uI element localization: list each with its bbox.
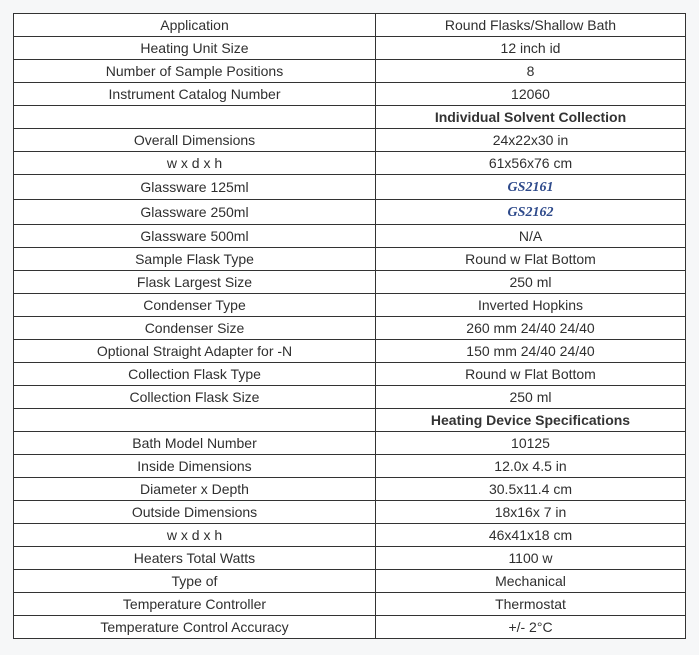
table-row [14, 524, 686, 547]
spec-table-container [13, 13, 685, 639]
row-label: Heaters Total Watts [14, 547, 376, 570]
row-label: Condenser Type [14, 294, 376, 317]
row-label: Temperature Controller [14, 593, 376, 616]
row-label: Flask Largest Size [14, 271, 376, 294]
row-value: +/- 2°C [376, 616, 686, 639]
row-label: Collection Flask Size [14, 386, 376, 409]
row-value: 10125 [376, 432, 686, 455]
section-title: Heating Device Specifications [376, 409, 686, 432]
row-value: 61x56x76 cm [376, 152, 686, 175]
table-row [14, 14, 686, 37]
row-label: w x d x h [14, 524, 376, 547]
row-label [14, 409, 376, 432]
row-label: Glassware 500ml [14, 225, 376, 248]
table-row [14, 60, 686, 83]
row-label: Application [14, 14, 376, 37]
row-label: Type of [14, 570, 376, 593]
row-value: N/A [376, 225, 686, 248]
section-title: Individual Solvent Collection [376, 106, 686, 129]
row-value: Round w Flat Bottom [376, 363, 686, 386]
row-value: 30.5x11.4 cm [376, 478, 686, 501]
section-header-row [14, 106, 686, 129]
row-label: Diameter x Depth [14, 478, 376, 501]
table-row [14, 200, 686, 225]
row-label: Heating Unit Size [14, 37, 376, 60]
glassware-link[interactable]: GS2162 [507, 205, 554, 220]
row-value: 150 mm 24/40 24/40 [376, 340, 686, 363]
spec-table [13, 13, 686, 639]
table-row [14, 294, 686, 317]
row-label: Sample Flask Type [14, 248, 376, 271]
row-label: Optional Straight Adapter for -N [14, 340, 376, 363]
row-value [376, 175, 686, 200]
glassware-link[interactable]: GS2161 [507, 180, 554, 195]
table-row [14, 432, 686, 455]
row-value: Inverted Hopkins [376, 294, 686, 317]
row-value: 260 mm 24/40 24/40 [376, 317, 686, 340]
table-row [14, 152, 686, 175]
row-value: 250 ml [376, 386, 686, 409]
table-row [14, 340, 686, 363]
table-row [14, 37, 686, 60]
row-value: 8 [376, 60, 686, 83]
row-label: Temperature Control Accuracy [14, 616, 376, 639]
table-row [14, 616, 686, 639]
row-value: 1100 w [376, 547, 686, 570]
row-label: Overall Dimensions [14, 129, 376, 152]
table-row [14, 593, 686, 616]
row-value: 18x16x 7 in [376, 501, 686, 524]
table-row [14, 129, 686, 152]
row-value: Round Flasks/Shallow Bath [376, 14, 686, 37]
table-row [14, 547, 686, 570]
row-label: Outside Dimensions [14, 501, 376, 524]
table-row [14, 501, 686, 524]
table-row [14, 478, 686, 501]
table-row [14, 570, 686, 593]
row-label: w x d x h [14, 152, 376, 175]
row-value: 46x41x18 cm [376, 524, 686, 547]
row-value: 24x22x30 in [376, 129, 686, 152]
table-row [14, 363, 686, 386]
row-value: Mechanical [376, 570, 686, 593]
row-label: Instrument Catalog Number [14, 83, 376, 106]
row-label: Number of Sample Positions [14, 60, 376, 83]
row-value: Round w Flat Bottom [376, 248, 686, 271]
row-label [14, 106, 376, 129]
table-row [14, 225, 686, 248]
spec-table-body [14, 14, 686, 639]
table-row [14, 455, 686, 478]
row-value [376, 200, 686, 225]
table-row [14, 83, 686, 106]
row-label: Glassware 125ml [14, 175, 376, 200]
table-row [14, 317, 686, 340]
row-value: 12.0x 4.5 in [376, 455, 686, 478]
table-row [14, 271, 686, 294]
row-label: Condenser Size [14, 317, 376, 340]
table-row [14, 175, 686, 200]
row-value: 12 inch id [376, 37, 686, 60]
section-header-row [14, 409, 686, 432]
table-row [14, 386, 686, 409]
table-row [14, 248, 686, 271]
row-value: 250 ml [376, 271, 686, 294]
row-value: Thermostat [376, 593, 686, 616]
row-label: Inside Dimensions [14, 455, 376, 478]
row-value: 12060 [376, 83, 686, 106]
row-label: Bath Model Number [14, 432, 376, 455]
row-label: Glassware 250ml [14, 200, 376, 225]
row-label: Collection Flask Type [14, 363, 376, 386]
